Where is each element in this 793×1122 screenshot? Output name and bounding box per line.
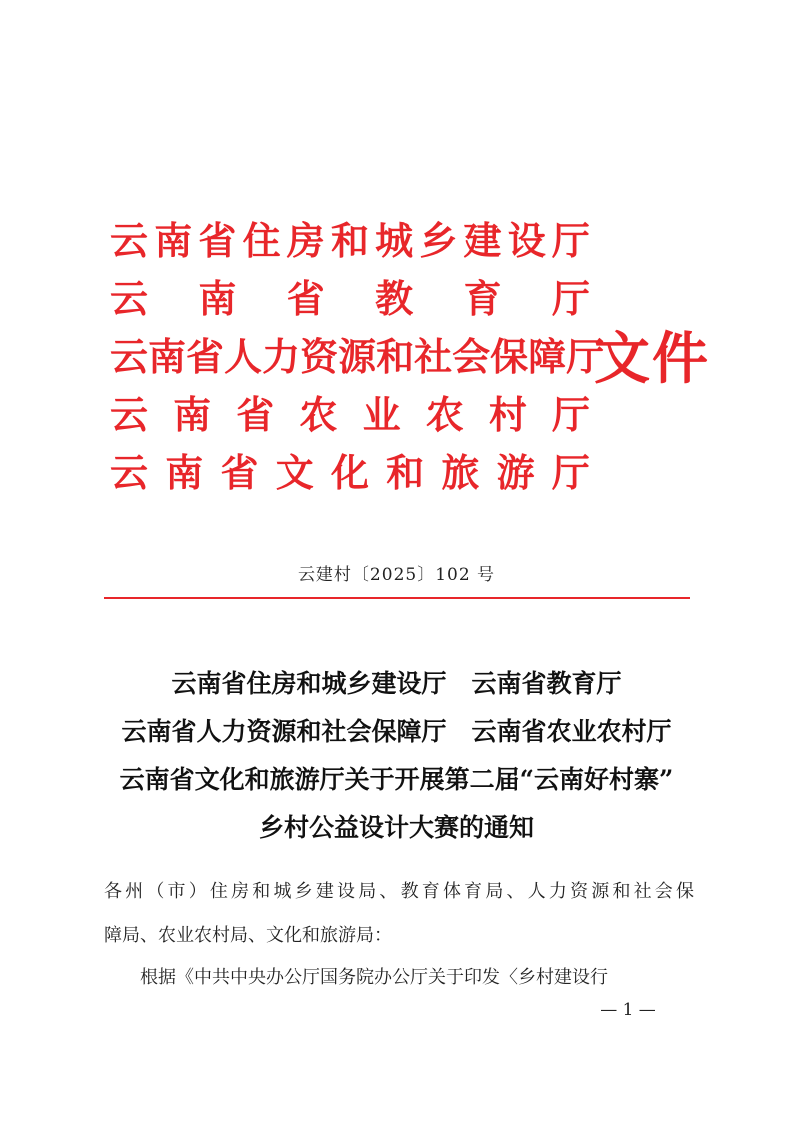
page-number: — 1 — xyxy=(600,1000,656,1020)
document-suffix: 文件 xyxy=(594,326,710,392)
addressee-line-1: 各州（市）住房和城乡建设局、教育体育局、人力资源和社会保 xyxy=(104,881,694,902)
addressee-line-2: 障局、农业农村局、文化和旅游局： xyxy=(104,925,392,946)
issuer-line-2: 云 南 省 教 育 厅 xyxy=(110,276,590,321)
title-line-3: 云南省文化和旅游厅关于开展第二届“云南好村寨” xyxy=(119,765,674,794)
issuer-line-4: 云 南 省 农 业 农 村 厅 xyxy=(110,392,590,437)
issuer-line-1: 云 南 省 住 房 和 城 乡 建 设 厅 xyxy=(110,218,590,263)
title-line-2: 云南省人力资源和社会保障厅 云南省农业农村厅 xyxy=(121,717,672,746)
paragraph-1: 根据《中共中央办公厅国务院办公厅关于印发〈乡村建设行 xyxy=(140,967,608,988)
red-divider xyxy=(104,597,690,599)
issuer-line-3: 云 南 省 人 力 资 源 和 社 会 保 障 厅 xyxy=(110,334,605,379)
document-number: 云建村〔2025〕102 号 xyxy=(297,565,496,585)
title-line-4: 乡村公益设计大赛的通知 xyxy=(258,813,534,842)
issuer-line-5: 云 南 省 文 化 和 旅 游 厅 xyxy=(110,450,590,495)
title-line-1: 云南省住房和城乡建设厅 云南省教育厅 xyxy=(171,669,622,698)
